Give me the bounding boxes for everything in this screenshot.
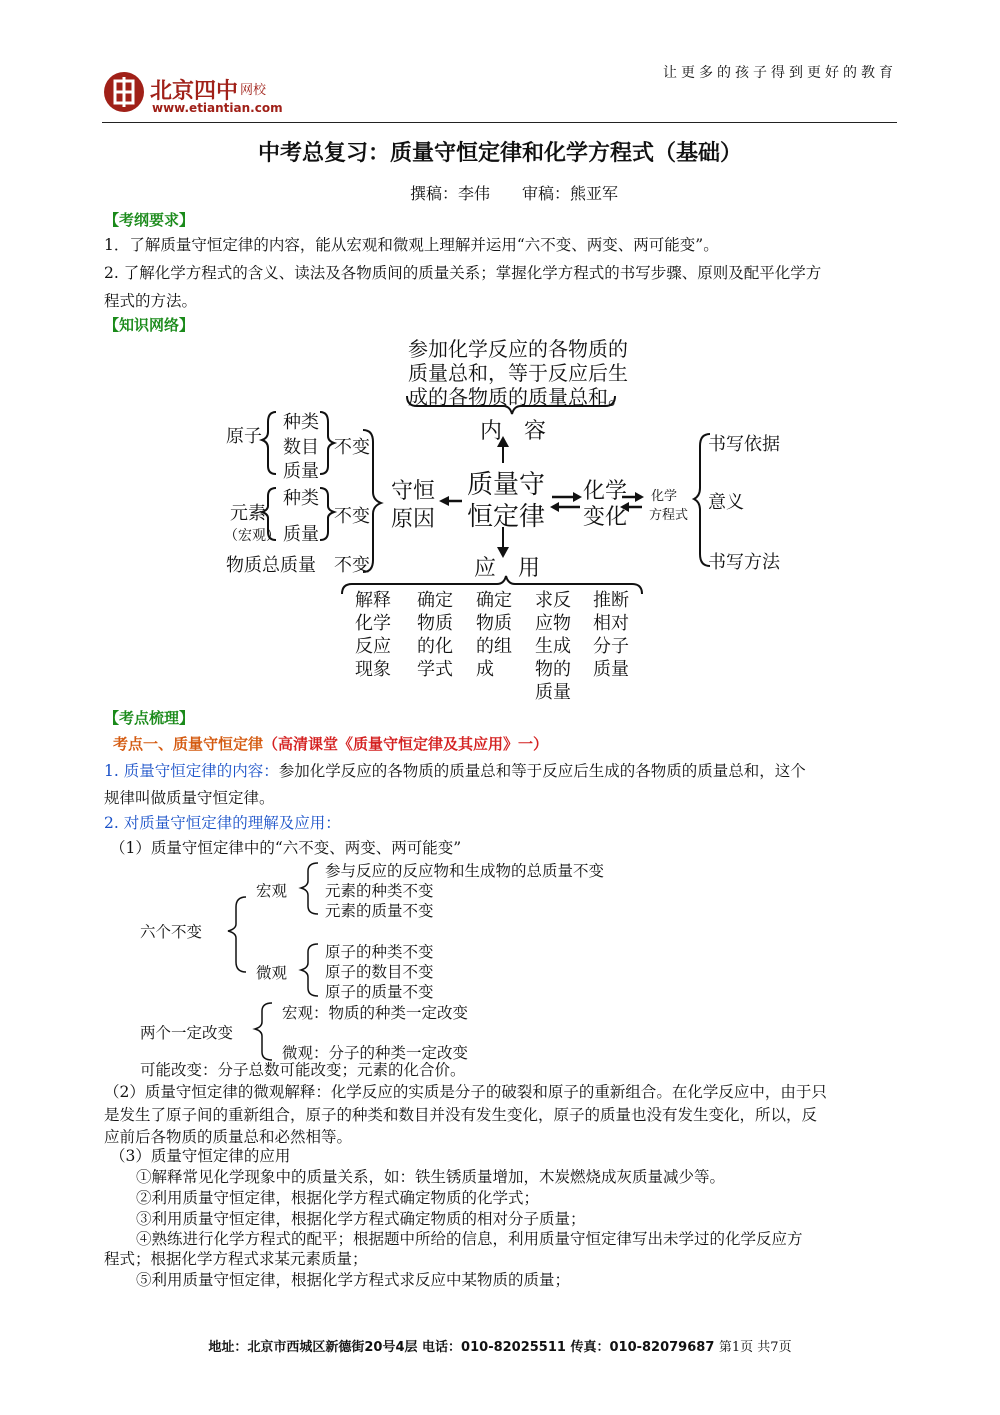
content-label: 内 容 xyxy=(480,419,547,444)
section-points: 【考点梳理】 xyxy=(104,709,195,727)
equation-line-1: 化学 xyxy=(651,489,678,504)
syllabus-item-1: 1．了解质量守恒定律的内容，能从宏观和微观上理解并运用“六不变、两变、两可能变”。 xyxy=(104,236,719,254)
point1-p2-label: 2. 对质量守恒定律的理解及应用： xyxy=(104,814,341,832)
atom-label: 原子 xyxy=(226,426,262,447)
element-label: 元素 xyxy=(230,503,266,524)
logo-url[interactable]: www.etiantian.com xyxy=(152,101,283,115)
unchanged-3: 不变 xyxy=(334,555,370,576)
chem-change-line-2: 变化 xyxy=(583,505,628,530)
slogan: 让更多的孩子得到更好的教育 xyxy=(663,65,897,81)
q2-line-1: （2）质量守恒定律的微观解释：化学反应的实质是分子的破裂和原子的重新组合。在化学反应中，由于只 xyxy=(104,1083,827,1101)
app-item-3: ③利用质量守恒定律，根据化学方程式确定物质的相对分子质量； xyxy=(136,1210,586,1228)
point1-heading xyxy=(113,733,548,754)
footer-page: 第1页 共7页 xyxy=(718,1340,792,1355)
micro-item-1: 原子的种类不变 xyxy=(325,943,434,961)
app-item-1: ①解释常见化学现象中的质量关系，如：铁生锈质量增加，木炭燃烧成灰质量减少等。 xyxy=(136,1168,726,1186)
apply-col-3: 确定 物质 的组 成 xyxy=(476,590,512,680)
logo-net: 网校 xyxy=(240,83,267,98)
equation-line-2: 方程式 xyxy=(649,508,689,523)
point1-course-link[interactable]: （高清课堂《质量守恒定律及其应用》一） xyxy=(263,735,549,753)
macro-label: （宏观） xyxy=(224,528,280,544)
q2-line-3: 应前后各物质的质量总和必然相等。 xyxy=(104,1128,353,1146)
macro-item-1: 参与反应的反应物和生成物的总质量不变 xyxy=(325,862,605,880)
micro-label-2: 微观 xyxy=(256,964,288,982)
unchanged-2: 不变 xyxy=(334,506,370,527)
point1-title: 考点一、质量守恒定律 xyxy=(113,735,264,753)
total-mass-label: 物质总质量 xyxy=(226,555,316,576)
right-item-1: 书写依据 xyxy=(708,434,780,455)
two-macro: 宏观：物质的种类一定改变 xyxy=(282,1004,469,1022)
q1-heading: （1）质量守恒定律中的“六不变、两变、两可能变” xyxy=(110,839,462,857)
content-box-line-3: 成的各物质的质量总和。 xyxy=(408,385,628,409)
q3-heading: （3）质量守恒定律的应用 xyxy=(110,1147,291,1165)
atom-item-3: 质量 xyxy=(283,461,319,482)
apply-col-1: 解释 化学 反应 现象 xyxy=(355,590,391,680)
footer-address: 地址：北京市西城区新德街20号4层 电话：010-82025511 传真：010-82079687 xyxy=(208,1340,715,1355)
q2-line-2: 是发生了原子间的重新组合，原子的种类和数目并没有发生变化，原子的质量也没有发生变化，所以，反 xyxy=(104,1106,818,1124)
macro-label-2: 宏观 xyxy=(256,882,288,900)
apply-col-2: 确定 物质 的化 学式 xyxy=(417,590,453,680)
center-line-2: 恒定律 xyxy=(467,502,546,532)
right-item-3: 书写方法 xyxy=(708,552,780,573)
app-item-2: ②利用质量守恒定律，根据化学方程式确定物质的化学式； xyxy=(136,1189,540,1207)
apply-col-4: 求反 应物 生成 物的 质量 xyxy=(535,590,571,703)
section-network: 【知识网络】 xyxy=(104,316,195,334)
syllabus-item-2b: 程式的方法。 xyxy=(104,292,198,310)
atom-item-1: 种类 xyxy=(283,412,319,433)
two-changed-label: 两个一定改变 xyxy=(140,1024,234,1042)
right-item-2: 意义 xyxy=(708,492,744,513)
macro-item-2: 元素的种类不变 xyxy=(325,882,434,900)
content-box-line-2: 质量总和，等于反应后生 xyxy=(408,361,628,385)
element-item-1: 种类 xyxy=(283,488,319,509)
app-item-5: ⑤利用质量守恒定律，根据化学方程式求反应中某物质的质量； xyxy=(136,1271,571,1289)
app-item-4: ④熟练进行化学方程式的配平；根据题中所给的信息，利用质量守恒定律写出未学过的化学反应方 xyxy=(136,1230,803,1248)
conserve-line-2: 原因 xyxy=(391,507,436,532)
chem-change-line-1: 化学 xyxy=(583,479,628,504)
micro-item-2: 原子的数目不变 xyxy=(325,963,434,981)
conserve-line-1: 守恒 xyxy=(391,479,436,504)
maybe-changed: 可能改变：分子总数可能改变；元素的化合价。 xyxy=(140,1061,466,1079)
element-item-2: 质量 xyxy=(283,524,319,545)
page-title: 中考总复习：质量守恒定律和化学方程式（基础） xyxy=(257,141,742,166)
macro-item-3: 元素的质量不变 xyxy=(325,902,434,920)
two-micro: 微观：分子的种类一定改变 xyxy=(282,1044,469,1062)
micro-item-3: 原子的质量不变 xyxy=(325,983,434,1001)
point1-p1-cont: 规律叫做质量守恒定律。 xyxy=(104,789,275,807)
footer xyxy=(0,1336,1000,1355)
author-line: 撰稿：李伟 审稿：熊亚军 xyxy=(410,184,619,203)
point1-p1 xyxy=(104,759,806,781)
center-line-1: 质量守 xyxy=(467,470,546,500)
logo-text: 北京四中 xyxy=(150,78,239,104)
apply-label: 应 用 xyxy=(474,556,541,581)
atom-item-2: 数目 xyxy=(283,437,319,458)
point1-p1-label: 1. 质量守恒定律的内容： xyxy=(104,762,279,780)
point1-p1-text: 参加化学反应的各物质的质量总和等于反应后生成的各物质的质量总和，这个 xyxy=(278,762,806,780)
section-syllabus: 【考纲要求】 xyxy=(104,211,195,229)
syllabus-item-2a: 2. 了解化学方程式的含义、读法及各物质间的质量关系；掌握化学方程式的书写步骤、原则及配平化学方 xyxy=(104,264,822,282)
content-box-line-1: 参加化学反应的各物质的 xyxy=(408,337,628,361)
six-unchanged-label: 六个不变 xyxy=(140,923,203,941)
app-item-4-cont: 程式；根据化学方程式求某元素质量； xyxy=(104,1250,368,1268)
unchanged-1: 不变 xyxy=(334,437,370,458)
apply-col-5: 推断 相对 分子 质量 xyxy=(593,590,629,680)
